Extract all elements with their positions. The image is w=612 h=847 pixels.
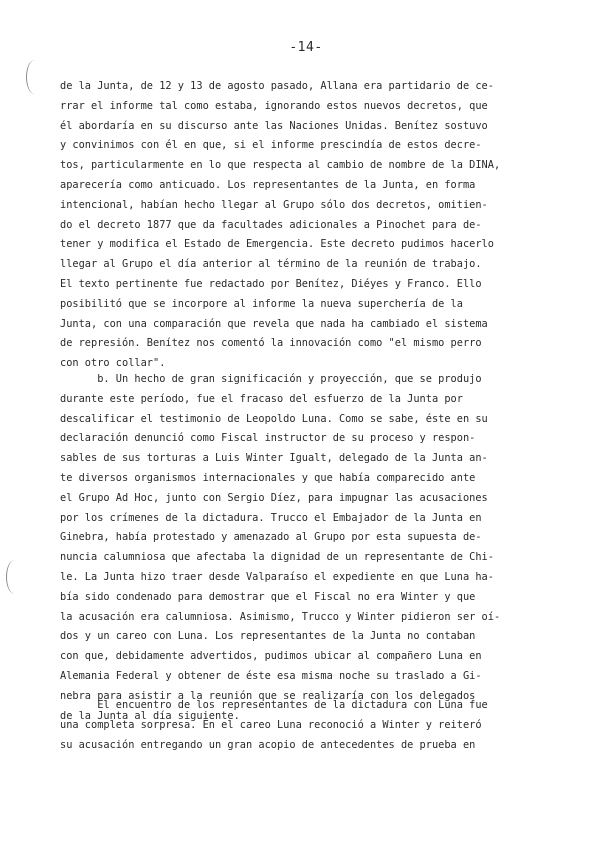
paragraph [60, 370, 500, 726]
text-line: durante este período, fue el fracaso del esfuerzo de la Junta por [60, 392, 463, 405]
text-line: de la Junta, de 12 y 13 de agosto pasado, Allana era partidario de ce- [60, 80, 494, 92]
text-line: intencional, habían hecho llegar al Grupo sólo dos decretos, omitien- [60, 198, 488, 211]
text-line: bía sido condenado para demostrar que el Fiscal no era Winter y que [60, 590, 476, 603]
text-line: Junta, con una comparación que revela que nada ha cambiado el sistema [60, 317, 488, 330]
text-line: de represión. Benítez nos comentó la innovación como "el mismo perro [60, 337, 482, 350]
text-line: do el decreto 1877 que da facultades adicionales a Pinochet para de- [60, 218, 482, 231]
text-line: él abordaría en su discurso ante las Naciones Unidas. Benítez sostuvo [60, 119, 488, 132]
text-line: la acusación era calumniosa. Asimismo, Trucco y Winter pidieron ser oí- [60, 610, 501, 623]
page-number: -14- [289, 40, 323, 55]
text-line: de la Junta al día siguiente. [60, 709, 240, 722]
text-line: rrar el informe tal como estaba, ignorando estos nuevos decretos, que [60, 99, 488, 112]
text-line: una completa sorpresa. En el careo Luna reconoció a Winter y reiteró [60, 718, 482, 731]
text-line: nuncia calumniosa que afectaba la dignidad de un representante de Chi- [60, 551, 494, 564]
binder-hole-mark [26, 60, 43, 94]
text-line: El encuentro de los representantes de la dictadura con Luna fue [60, 699, 488, 711]
text-line: el Grupo Ad Hoc, junto con Sergio Díez, para impugnar las acusaciones [60, 491, 488, 504]
text-line: Alemania Federal y obtener de éste esa misma noche su traslado a Gi- [60, 669, 482, 682]
text-line: nebra para asistir a la reunión que se realizaría con los delegados [60, 689, 476, 702]
text-line: descalificar el testimonio de Leopoldo Luna. Como se sabe, éste en su [60, 412, 488, 425]
text-line: Ginebra, había protestado y amenazado al Grupo por esta supuesta de- [60, 531, 482, 544]
text-line: y convinimos con él en que, si el informe prescindía de estos decre- [60, 139, 482, 152]
text-line: El texto pertinente fue redactado por Benítez, Diéyes y Franco. Ello [60, 277, 482, 290]
text-line: te diversos organismos internacionales y que había comparecido ante [60, 471, 476, 484]
text-line: b. Un hecho de gran significación y proyección, que se produjo [60, 373, 482, 385]
text-line: sables de sus torturas a Luis Winter Igualt, delegado de la Junta an- [60, 452, 488, 465]
text-line: con que, debidamente advertidos, pudimos ubicar al compañero Luna en [60, 650, 482, 663]
text-line: tener y modifica el Estado de Emergencia. Este decreto pudimos hacerlo [60, 238, 494, 251]
text-line: declaración denunció como Fiscal instructor de su proceso y respon- [60, 432, 476, 445]
text-line: con otro collar". [60, 357, 166, 370]
text-line: aparecería como anticuado. Los representantes de la Junta, en forma [60, 178, 476, 191]
paragraph [60, 77, 500, 374]
text-line: tos, particularmente en lo que respecta al cambio de nombre de la DINA, [60, 159, 501, 172]
text-line: posibilitó que se incorpore al informe la nueva superchería de la [60, 297, 463, 310]
text-line: dos y un careo con Luna. Los representantes de la Junta no contaban [60, 630, 476, 643]
text-line: llegar al Grupo el día anterior al término de la reunión de trabajo. [60, 258, 482, 271]
binder-hole-mark [6, 560, 23, 594]
paragraph [60, 696, 488, 755]
text-line: le. La Junta hizo traer desde Valparaíso el expediente en que Luna ha- [60, 570, 494, 583]
text-line: su acusación entregando un gran acopio de antecedentes de prueba en [60, 738, 476, 751]
text-line: por los crímenes de la dictadura. Trucco el Embajador de la Junta en [60, 511, 482, 524]
